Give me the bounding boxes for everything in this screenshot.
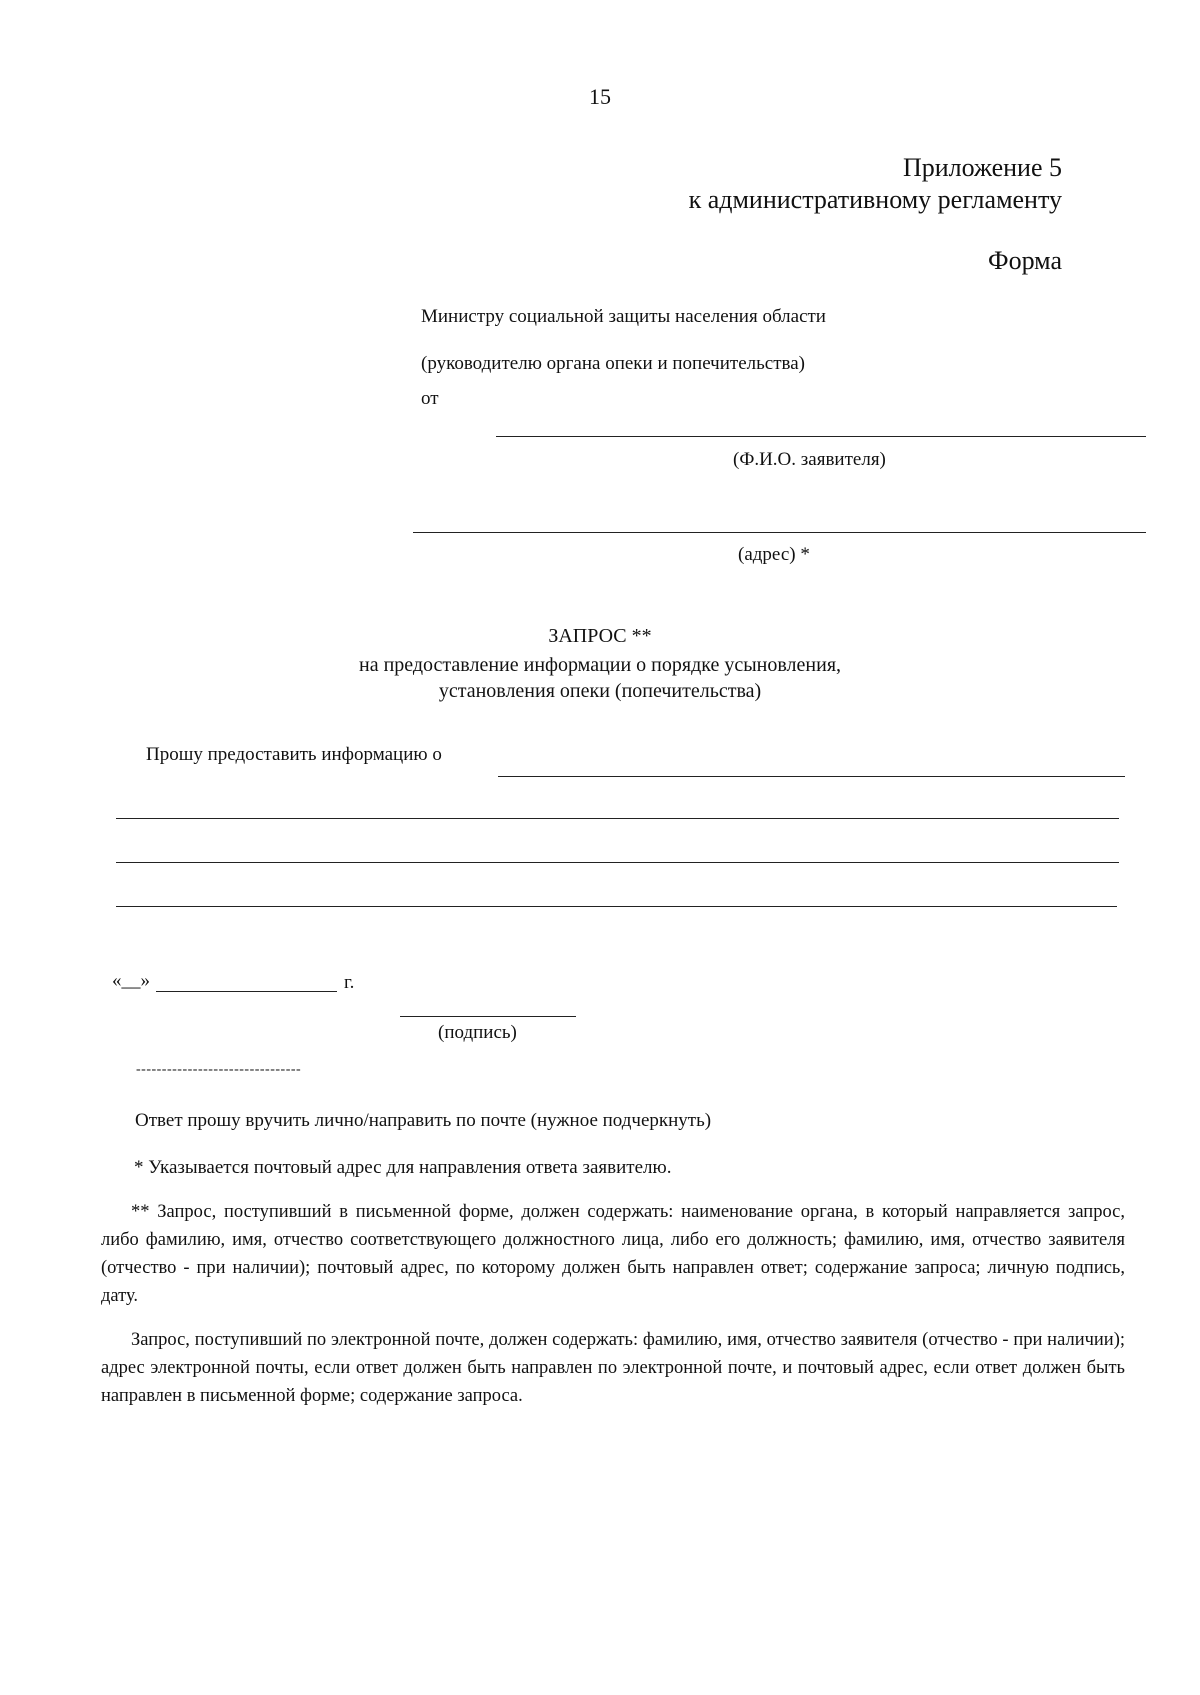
request-title: ЗАПРОС ** bbox=[548, 625, 652, 647]
form-label: Форма bbox=[988, 246, 1062, 275]
delivery-note: Ответ прошу вручить лично/направить по почте (нужное подчеркнуть) bbox=[135, 1110, 712, 1131]
request-info-line[interactable] bbox=[116, 818, 1119, 819]
date-day: «__» bbox=[112, 970, 150, 991]
applicant-name-caption: (Ф.И.О. заявителя) bbox=[733, 449, 886, 470]
applicant-address-caption: (адрес) * bbox=[738, 544, 810, 565]
footnote-email-request: Запрос, поступивший по электронной почте, должен содержать: фамилию, имя, отчество заявителя (отчество - при наличии); адрес электронной почты, если ответ должен быть направлен по электронной почте, и почтовый адрес, если ответ должен быть направлен в письменной форме; содержание запроса. bbox=[101, 1330, 1125, 1406]
footnote-address: * Указывается почтовый адрес для направления ответа заявителю. bbox=[134, 1157, 672, 1178]
appendix-subtitle: к административному регламенту bbox=[688, 185, 1062, 214]
appendix-title: Приложение 5 bbox=[902, 153, 1062, 182]
from-label: от bbox=[421, 388, 439, 409]
footnote-separator: -------------------------------- bbox=[136, 1062, 302, 1077]
addressee-line: Министру социальной защиты населения области bbox=[421, 306, 826, 327]
request-info-line[interactable] bbox=[116, 862, 1119, 863]
applicant-name-field[interactable] bbox=[496, 436, 1146, 437]
appendix-header bbox=[689, 152, 1062, 216]
addressee-line-alt: (руководителю органа опеки и попечительства) bbox=[421, 353, 805, 374]
page-number: 15 bbox=[589, 84, 611, 109]
request-body-label: Прошу предоставить информацию о bbox=[146, 744, 442, 765]
request-subtitle-line2: установления опеки (попечительства) bbox=[438, 680, 762, 702]
applicant-address-field[interactable] bbox=[413, 532, 1146, 533]
date-month-field[interactable] bbox=[156, 991, 337, 992]
footnote-written-request: ** Запрос, поступивший в письменной форме, должен содержать: наименование органа, в который направляется запрос, либо фамилию, имя, отчество соответствующего должностного лица, либо его должность; фамилию, имя, отчество заявителя (отчество - при наличии); почтовый адрес, по которому должен быть направлен ответ; содержание запроса; личную подпись, дату. bbox=[101, 1202, 1125, 1306]
signature-field[interactable] bbox=[400, 1016, 576, 1017]
signature-caption: (подпись) bbox=[438, 1022, 517, 1043]
date-year-suffix: г. bbox=[344, 972, 355, 993]
request-info-line[interactable] bbox=[116, 906, 1117, 907]
request-info-field[interactable] bbox=[498, 776, 1125, 777]
request-subtitle-line1: на предоставление информации о порядке усыновления, bbox=[358, 654, 842, 676]
